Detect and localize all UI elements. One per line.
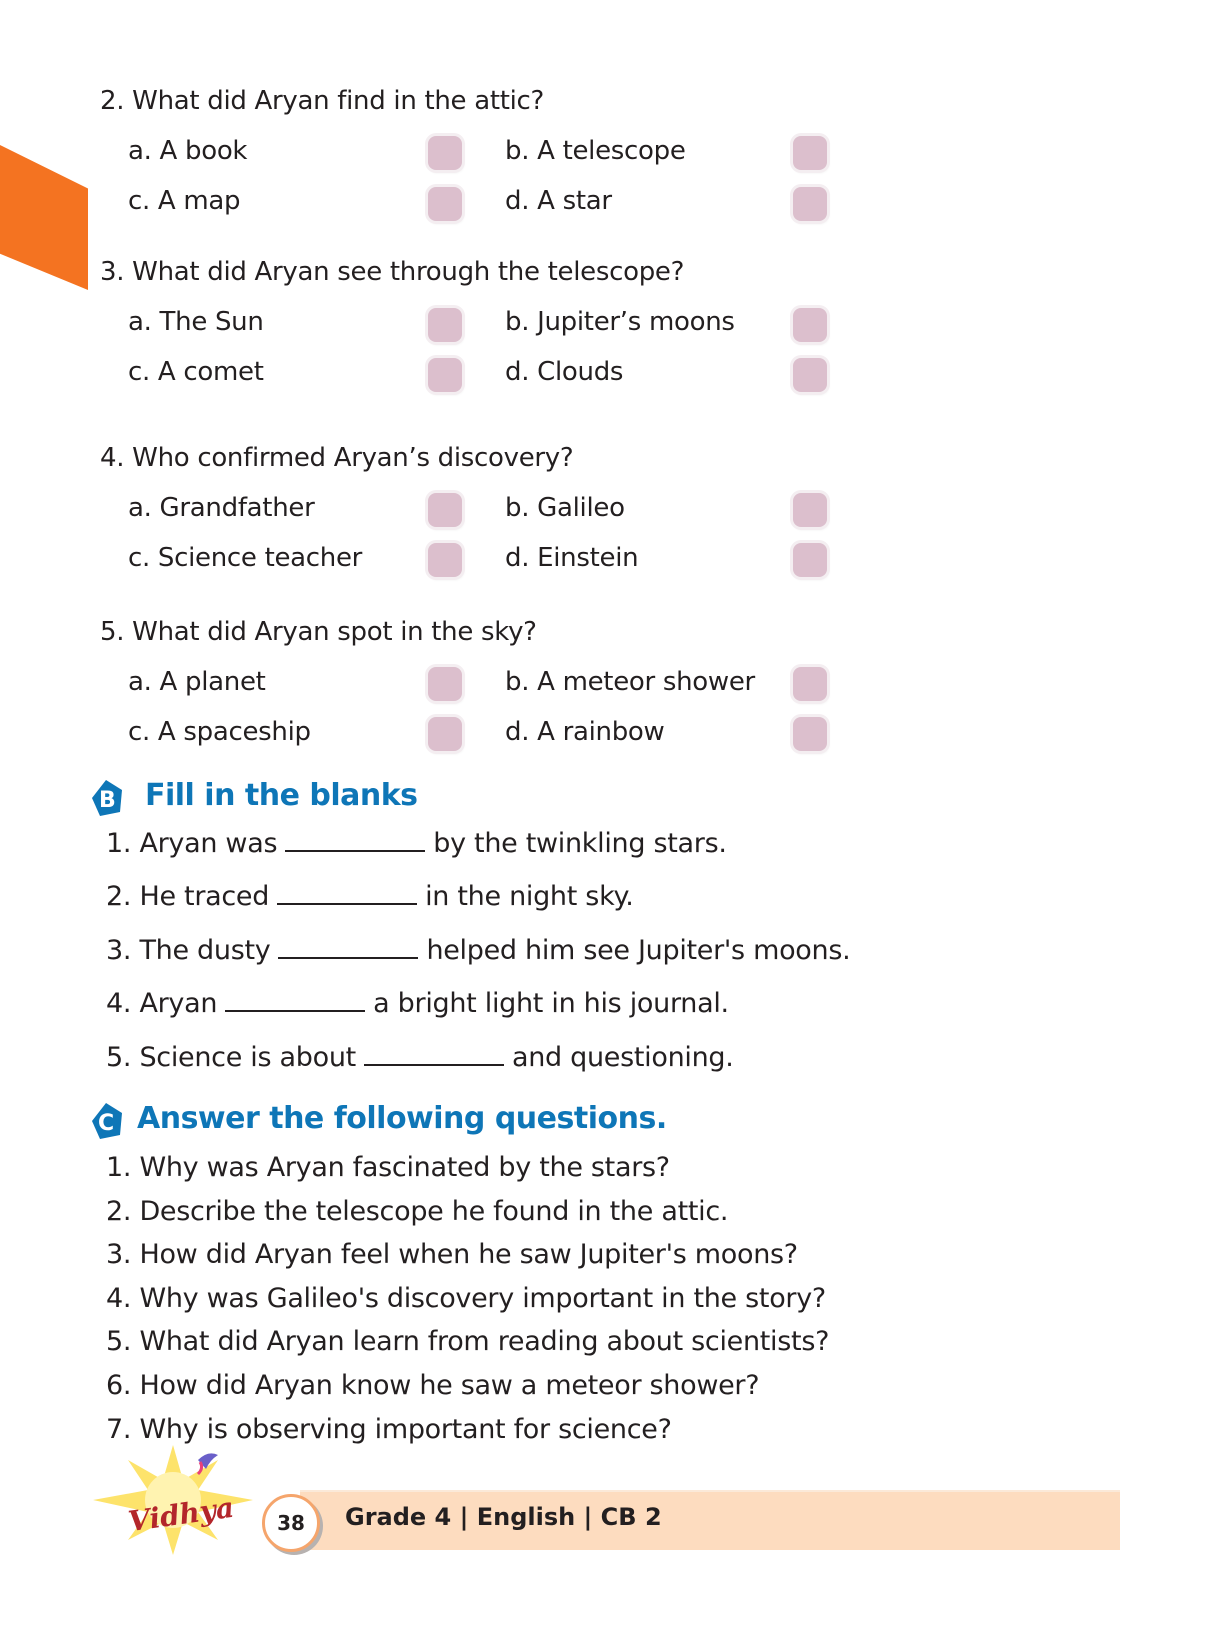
option-3a: a. The Sun [128,307,264,337]
checkbox-2a[interactable] [428,136,462,170]
blank-item-5-after: and questioning. [511,1042,734,1073]
blank-line-3[interactable] [278,935,418,959]
option-4c: c. Science teacher [128,543,363,573]
blank-item-3 [106,935,850,966]
vidhya-logo-text: Vidhya [126,1490,236,1539]
section-c-title: Answer the following questions. [137,1101,667,1136]
footer-label: Grade 4 | English | CB 2 [345,1503,662,1531]
blank-item-3-after: helped him see Jupiter's moons. [426,935,851,966]
checkbox-3c[interactable] [428,358,462,392]
section-b-badge-icon [86,776,128,818]
option-5c: c. A spaceship [128,717,311,747]
blank-line-4[interactable] [225,988,365,1012]
blank-line-2[interactable] [277,881,417,905]
orange-corner-tab [0,145,88,290]
checkbox-3a[interactable] [428,308,462,342]
question-4: 4. Who confirmed Aryan’s discovery? [100,443,574,473]
option-2a: a. A book [128,136,248,166]
svg-text:C: C [98,1111,115,1136]
blank-item-1 [106,828,727,859]
section-b-title: Fill in the blanks [145,778,418,813]
question-c2: 2. Describe the telescope he found in the attic. [106,1196,729,1227]
checkbox-4c[interactable] [428,543,462,577]
question-c4: 4. Why was Galileo's discovery important in the story? [106,1283,826,1314]
question-c1: 1. Why was Aryan fascinated by the stars? [106,1152,670,1183]
option-4d: d. Einstein [505,543,639,573]
question-c7: 7. Why is observing important for science? [106,1414,672,1445]
checkbox-4a[interactable] [428,493,462,527]
option-3b: b. Jupiter’s moons [505,307,735,337]
blank-line-5[interactable] [364,1042,504,1066]
section-c-badge-icon [86,1099,128,1141]
checkbox-5c[interactable] [428,717,462,751]
blank-item-5 [106,1042,734,1073]
option-5d: d. A rainbow [505,717,665,747]
blank-item-1-after: by the twinkling stars. [433,828,727,859]
option-3c: c. A comet [128,357,264,387]
blank-item-4-after: a bright light in his journal. [373,988,729,1019]
page-number: 38 [262,1494,320,1552]
blank-item-1-before: 1. Aryan was [106,828,278,859]
question-2: 2. What did Aryan find in the attic? [100,86,545,116]
checkbox-5d[interactable] [793,717,827,751]
checkbox-3b[interactable] [793,308,827,342]
blank-item-3-before: 3. The dusty [106,935,271,966]
svg-text:B: B [99,788,116,813]
checkbox-4d[interactable] [793,543,827,577]
option-4a: a. Grandfather [128,493,315,523]
checkbox-2c[interactable] [428,187,462,221]
option-2b: b. A telescope [505,136,686,166]
checkbox-3d[interactable] [793,358,827,392]
option-5a: a. A planet [128,667,266,697]
checkbox-4b[interactable] [793,493,827,527]
checkbox-2b[interactable] [793,136,827,170]
option-2d: d. A star [505,186,612,216]
option-3d: d. Clouds [505,357,624,387]
blank-item-2-after: in the night sky. [425,881,634,912]
blank-item-2 [106,881,634,912]
question-c5: 5. What did Aryan learn from reading about scientists? [106,1326,830,1357]
question-c6: 6. How did Aryan know he saw a meteor shower? [106,1370,760,1401]
blank-item-5-before: 5. Science is about [106,1042,356,1073]
checkbox-5b[interactable] [793,667,827,701]
blank-item-4 [106,988,729,1019]
question-c3: 3. How did Aryan feel when he saw Jupiter's moons? [106,1239,798,1270]
blank-item-4-before: 4. Aryan [106,988,218,1019]
option-2c: c. A map [128,186,241,216]
option-5b: b. A meteor shower [505,667,755,697]
question-3: 3. What did Aryan see through the telescope? [100,257,685,287]
checkbox-2d[interactable] [793,187,827,221]
option-4b: b. Galileo [505,493,625,523]
question-5: 5. What did Aryan spot in the sky? [100,617,537,647]
blank-line-1[interactable] [285,828,425,852]
checkbox-5a[interactable] [428,667,462,701]
blank-item-2-before: 2. He traced [106,881,270,912]
